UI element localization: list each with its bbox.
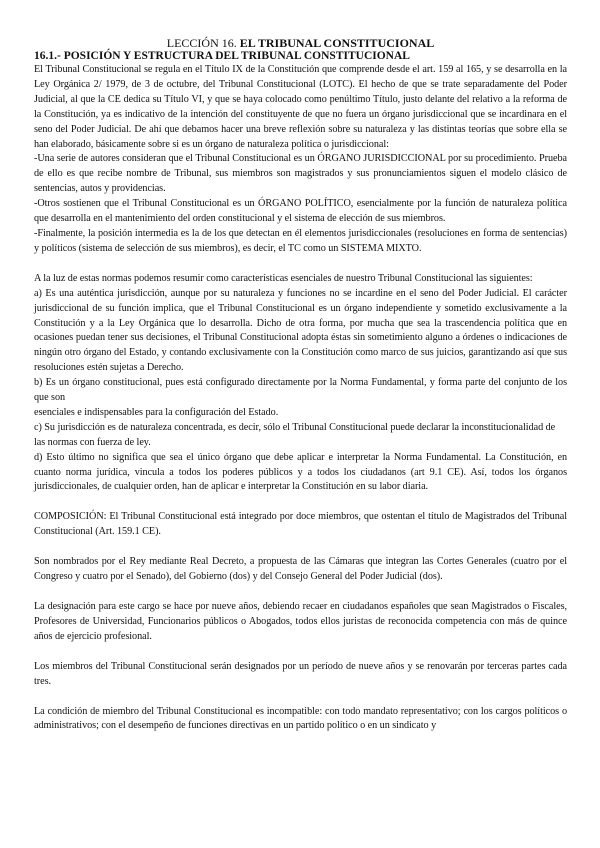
lesson-title	[34, 36, 567, 50]
paragraph-characteristic-b-cont: esenciales e indispensables para la configuración del Estado.	[34, 406, 279, 418]
paragraph-characteristic-c: c) Su jurisdicción es de naturaleza concentrada, es decir, sólo el Tribunal Constitucional puede declarar la inconstitucionalidad de	[34, 421, 556, 433]
paragraph-incompatibility: La condición de miembro del Tribunal Constitucional es incompatible: con todo mandato representativo; con los cargos políticos o administrativos; con el desempeño de funciones directivas en un partido político o en un sindicato y	[34, 705, 567, 732]
paragraph-renewal: Los miembros del Tribunal Constitucional serán designados por un período de nueve años y se renovarán por terceras partes cada tres.	[34, 660, 567, 687]
lesson-label: LECCIÓN 16.	[166, 36, 237, 50]
spacer	[34, 690, 567, 705]
paragraph-theory-mixed: -Finalmente, la posición intermedia es la de los que detectan en él elementos jurisdiccionales (resoluciones en forma de sentencias) y políticos (sistema de selección de sus miembros), es decir, el TC como un SISTEMA MIXTO.	[34, 227, 567, 254]
paragraph-theory-jurisdictional: -Una serie de autores consideran que el Tribunal Constitucional es un ÓRGANO JURISDICCIONAL por su procedimiento. Prueba de ello es que recibe nombre de Tribunal, sus miembros son magistrados y sus pronunciamientos siguen el modelo clásico de sentencias, autos y providencias.	[34, 153, 567, 195]
paragraph-characteristic-c-cont: las normas con fuerza de ley.	[34, 436, 151, 448]
paragraph-appointment: Son nombrados por el Rey mediante Real Decreto, a propuesta de las Cámaras que integran las Cortes Generales (cuatro por el Congreso y cuatro por el Senado), del Gobierno (dos) y del Consejo General del Poder Judicial (dos).	[34, 556, 567, 583]
paragraph-characteristics-intro: A la luz de estas normas podemos resumir como características esenciales de nuestro Tribunal Constitucional las siguientes:	[34, 272, 533, 284]
paragraph-characteristic-a: a) Es una auténtica jurisdicción, aunque por su naturaleza y funciones no se incardine en el seno del Poder Judicial. El carácter jurisdiccional de su función implica, que el Tribunal Constitucional es un órgano independiente y sometido exclusivamente a la Constitución y a la Ley Orgánica que lo desarrolla. Dicho de otra forma, por mucha que sea la trascendencia política que en ocasiones puedan tener sus decisiones, el Tribunal Constitucional adopta éstas sin sometimiento alguno a órdenes o indicaciones de ningún otro órgano del Estado, y contando exclusivamente con la Constitución como marco de sus juicios, garantizando así que sus resoluciones estén sujetas a Derecho.	[34, 287, 567, 374]
lesson-title-text: EL TRIBUNAL CONSTITUCIONAL	[239, 36, 435, 50]
spacer	[34, 540, 567, 555]
spacer	[34, 585, 567, 600]
paragraph-intro: El Tribunal Constitucional se regula en el Título IX de la Constitución que comprende desde el art. 159 al 165, y se desarrolla en la Ley Orgánica 2/ 1979, de 3 de octubre, del Tribunal Constitucional (LOTC). El hecho de que se trate separadamente del Poder Judicial, al que la CE dedica su Título VI, y que se haya colocado como penúltimo Título, justo delante del relativo a la reforma de la Constitución, ya es indicativo de la intención del constituyente de que no fuera un órgano jurisdiccional que se incardinara en el seno del Poder Judicial. De ahí que debamos hacer una breve reflexión sobre su naturaleza y las distintas teorías que sobre ella se han elaborado, básicamente sobre si es un órgano de naturaleza política o jurisdiccional:	[34, 64, 567, 150]
spacer	[34, 257, 567, 272]
spacer	[34, 645, 567, 660]
paragraph-designation: La designación para este cargo se hace por nueve años, debiendo recaer en ciudadanos españoles que sean Magistrados o Fiscales, Profesores de Universidad, Funcionarios públicos o Abogados, todos ellos juristas de reconocida competencia con más de quince años de ejercicio profesional.	[34, 601, 567, 642]
section-heading: 16.1.- POSICIÓN Y ESTRUCTURA DEL TRIBUNAL CONSTITUCIONAL	[34, 50, 410, 62]
spacer	[34, 495, 567, 510]
paragraph-composition: COMPOSICIÓN: El Tribunal Constitucional está integrado por doce miembros, que ostentan el título de Magistrados del Tribunal Constitucional (Art. 159.1 CE).	[34, 511, 567, 538]
paragraph-theory-political: -Otros sostienen que el Tribunal Constitucional es un ÓRGANO POLÍTICO, esencialmente por la función de naturaleza política que desarrolla en el mantenimiento del orden constitucional y el sistema de elección de sus miembros.	[34, 198, 567, 225]
paragraph-characteristic-d: d) Esto último no significa que sea el único órgano que debe aplicar e interpretar la Norma Fundamental. La Constitución, en cuanto norma jurídica, vincula a todos los poderes públicos y a todos los ciudadanos (art 9.1 CE). Así, todos los órganos jurisdiccionales, de cualquier orden, han de aplicar e interpretar la Constitución en su labor diaria.	[34, 451, 567, 493]
paragraph-characteristic-b: b) Es un órgano constitucional, pues está configurado directamente por la Norma Fundamental, y forma parte del conjunto de los que son	[34, 377, 567, 404]
